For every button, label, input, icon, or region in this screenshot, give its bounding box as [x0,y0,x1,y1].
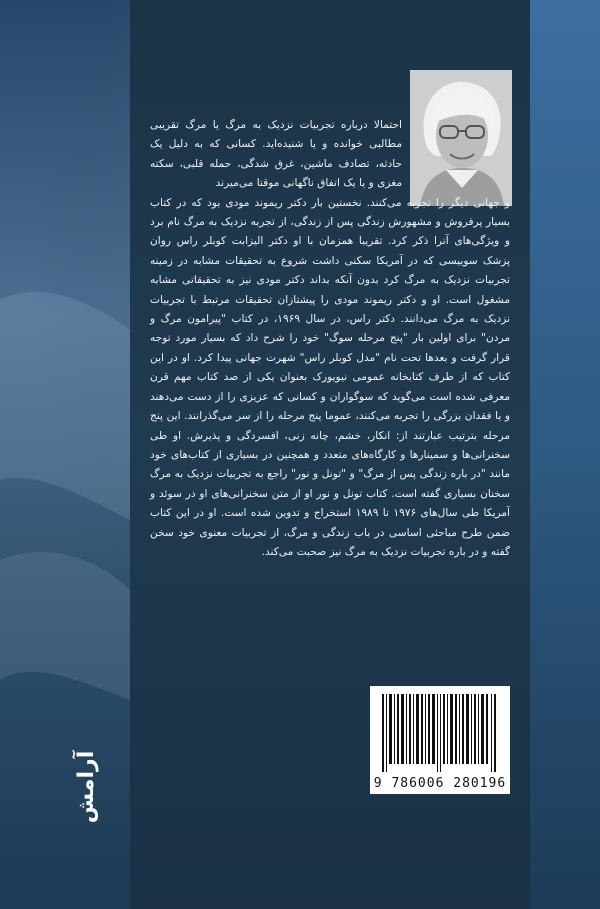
publisher-name: آرامش [74,750,99,824]
isbn-barcode [370,686,510,794]
publisher-logo [64,733,110,841]
isbn-number: 9 786006 280196 [373,776,507,791]
blurb-intro: احتمالا درباره تجربیات نزدیک به مرگ یا مرگ تقریبی مطالبی خوانده و یا شنیده‌اید. کسانی که به دلیل یک حادثه، تصادف ماشین، غرق شدگی، حمله قلبی، سکته مغزی و یا یک اتفاق ناگهانی موقتا می‌میرند [150,119,402,190]
cover-blurb [150,116,510,562]
blurb-body: و جهانی دیگر را تجربه می‌کنند. نخستین بار دکتر ریموند مودی بود که در کتاب بسیار پرفروش و مشهورش زندگی پس از زندگی، از تجربه نزدیک به مرگ نام برد و ویژگی‌های آنرا ذکر کرد. تقریبا همزمان با او دکتر الیزابت کوبلر راس روان پزشک سوییسی که در آمریکا سکنی داشت شروع به تحقیقات مشابه در زمینه تجربیات نزدیک به مرگ کرد بدون آنکه بداند دکتر مودی نیز به تحقیقاتی مشابه مشغول است. او و دکتر ریموند مودی را پیشتازان تحقیقات مرتبط با تجربیات نزدیک به مرگ می‌دانند. دکتر راس، در سال ۱۹۶۹، در کتاب "پیرامون مرگ و مردن" برای اولین بار "پنج مرحله سوگ" خود را شرح داد که بسیار مورد توجه قرار گرفت و بعدها تحت نام "مدل کوبلر راس" شهرت جهانی پیدا کرد. او در این کتاب که از طرف کتابخانه عمومی نیویورک بعنوان یکی از صد کتاب مهم قرن معرفی شده است می‌گوید که سوگواران و کسانی که عزیزی را از دست می‌دهند و یا فقدان بزرگی را تجربه می‌کنند، عموما پنج مرحله را از سر می‌گذرانند. این پنج مرحله بترتیب عبارتند از: انکار، خشم، چانه زنی، افسردگی و پذیرش. او طی سخنرانی‌ها و سمینارها و کارگاه‌های متعدد و همچنین در بسیاری از کتاب‌های خود مانند "در باره زندگی پس از مرگ" و "تونل و نور" راجع به تجربیات نزدیک به مرگ سخنان بسیاری گفته است. کتاب تونل و نور او از متن سخنرانی‌های او در سوئد و آمریکا طی سال‌های ۱۹۷۶ تا ۱۹۸۹ استخراج و تدوین شده است. او در این کتاب ضمن طرح مباحثی اساسی در باب زندگی و مرگ، از تجربیات معنوی خود سخن گفته و در باره تجربیات نزدیک به مرگ نیز صحبت می‌کند. [150,196,510,558]
